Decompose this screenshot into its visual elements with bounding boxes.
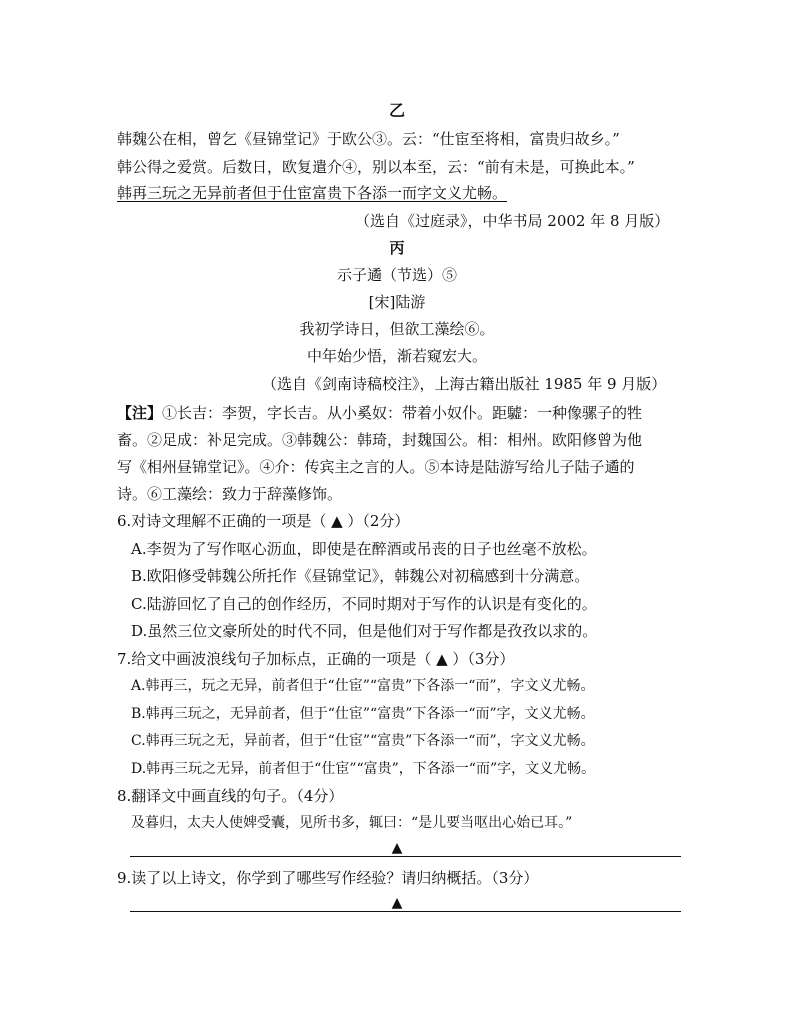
section-bing-heading: 丙 <box>389 239 405 257</box>
poem-line-1: 我初学诗日，但欲工藻绘⑥。 <box>299 320 495 338</box>
notes-line-3: 写《相州昼锦堂记》。④介：传宾主之言的人。⑤本诗是陆游写给儿子陆子遹的 <box>117 458 635 476</box>
notes-text-1: ①长吉：李贺，字长吉。从小奚奴：带着小奴仆。距驉：一种像骡子的牲 <box>162 404 643 422</box>
q7-option-d: D.韩再三玩之无异，前者但于“仕宦”“富贵”，下各添一“而”字，文义尤畅。 <box>131 761 596 777</box>
q6-option-d: D.虽然三位文豪所处的时代不同，但是他们对于写作都是孜孜以求的。 <box>131 622 598 640</box>
notes-label: 【注】 <box>117 404 163 422</box>
q9-answer-line[interactable] <box>130 911 681 912</box>
q8-stem: 8.翻译文中画直线的句子。（4分） <box>117 787 344 805</box>
poem-title: 示子遹（节选）⑤ <box>336 266 457 284</box>
q8-answer-mark: ▲ <box>391 840 403 856</box>
yi-line-2: 韩公得之爱赏。后数日，欧复遣介④，别以本至，云：“前有未是，可换此本。” <box>117 158 635 176</box>
q7-option-a: A.韩再三，玩之无异，前者但于“仕宦”“富贵”下各添一“而”，字文义尤畅。 <box>131 678 595 694</box>
notes-line-1 <box>117 403 642 423</box>
q6-option-c: C.陆游回忆了自己的创作经历，不同时期对于写作的认识是有变化的。 <box>131 595 597 613</box>
q9-stem: 9.读了以上诗文，你学到了哪些写作经验？请归纳概括。（3分） <box>117 869 539 887</box>
q6-option-b: B.欧阳修受韩魏公所托作《昼锦堂记》，韩魏公对初稿感到十分满意。 <box>131 567 590 585</box>
q7-option-b: B.韩再三玩之，无异前者，但于“仕宦”“富贵”下各添一“而”字，文义尤畅。 <box>131 706 595 722</box>
yi-line-1: 韩魏公在相，曾乞《昼锦堂记》于欧公③。云：“仕宦至将相，富贵归故乡。” <box>117 130 620 148</box>
notes-line-4: 诗。⑥工藻绘：致力于辞藻修饰。 <box>117 485 343 503</box>
q9-answer-mark: ▲ <box>391 895 403 911</box>
yi-line-3-underlined: 韩再三玩之无异前者但于仕宦富贵下各添一而字文义尤畅。 <box>117 184 508 202</box>
q7-stem: 7.给文中画波浪线句子加标点，正确的一项是（ ▲ ）（3分） <box>117 650 515 668</box>
poem-author: [宋]陆游 <box>368 293 426 311</box>
q6-stem: 6.对诗文理解不正确的一项是（ ▲ ）（2分） <box>117 512 410 530</box>
q8-answer-line[interactable] <box>130 856 681 857</box>
section-yi-heading: 乙 <box>388 101 405 120</box>
q6-option-a: A.李贺为了写作呕心沥血，即使是在醉酒或吊丧的日子也丝毫不放松。 <box>131 540 597 558</box>
poem-line-2: 中年始少悟，渐若窥宏大。 <box>306 347 487 365</box>
q8-sentence: 及暮归，太夫人使婢受囊，见所书多，辄曰：“是儿要当呕出心始已耳。” <box>131 815 573 831</box>
q7-option-c: C.韩再三玩之无，异前者，但于“仕宦”“富贵”下各添一“而”，字文义尤畅。 <box>131 733 595 749</box>
yi-source: （选自《过庭录》，中华书局 2002 年 8 月版） <box>355 212 670 230</box>
notes-line-2: 畜。②足成：补足完成。③韩魏公：韩琦，封魏国公。相：相州。欧阳修曾为他 <box>117 431 643 449</box>
bing-source: （选自《剑南诗稿校注》，上海古籍出版社 1985 年 9 月版） <box>262 375 667 393</box>
